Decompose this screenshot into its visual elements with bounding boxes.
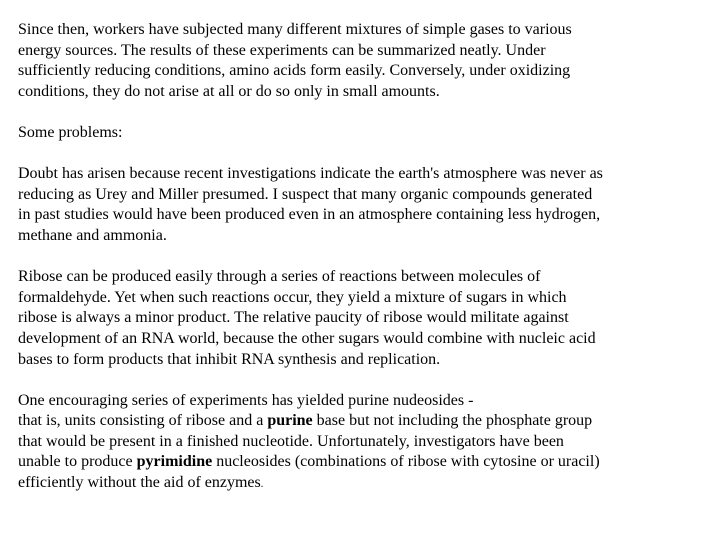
text-line: conditions, they do not arise at all or do so only in small amounts. bbox=[18, 82, 440, 100]
paragraph-intro bbox=[18, 20, 708, 102]
text-run: nucleosides (combinations of ribose with cytosine or uracil) bbox=[212, 453, 600, 471]
paragraph-doubt bbox=[18, 164, 708, 246]
section-heading bbox=[18, 123, 708, 144]
heading-text: Some problems: bbox=[18, 123, 123, 141]
text-line: development of an RNA world, because the other sugars would combine with nucleic acid bbox=[18, 329, 596, 347]
text-run: base but not including the phosphate group bbox=[312, 412, 593, 430]
text-line: sufficiently reducing conditions, amino acids form easily. Conversely, under oxidizing bbox=[18, 62, 571, 80]
text-run: unable to produce bbox=[18, 453, 137, 471]
text-line: bases to form products that inhibit RNA synthesis and replication. bbox=[18, 350, 441, 368]
paragraph-gap bbox=[18, 102, 708, 123]
text-line bbox=[18, 452, 708, 473]
text-run: efficiently without the aid of enzymes bbox=[18, 474, 261, 492]
text-line: in past studies would have been produced even in an atmosphere containing less hydrogen, bbox=[18, 206, 601, 224]
text-line: reducing as Urey and Miller presumed. I suspect that many organic compounds generated bbox=[18, 185, 593, 203]
text-line: Doubt has arisen because recent investigations indicate the earth's atmosphere was never as bbox=[18, 165, 603, 183]
text-line: energy sources. The results of these experiments can be summarized neatly. Under bbox=[18, 41, 546, 59]
text-line: formaldehyde. Yet when such reactions occur, they yield a mixture of sugars in which bbox=[18, 288, 567, 306]
paragraph-gap bbox=[18, 144, 708, 165]
text-line bbox=[18, 473, 708, 496]
paragraph-ribose bbox=[18, 267, 708, 370]
text-line: methane and ammonia. bbox=[18, 226, 167, 244]
text-line: Ribose can be produced easily through a series of reactions between molecules of bbox=[18, 268, 541, 286]
paragraph-gap bbox=[18, 247, 708, 268]
paragraph-nucleosides bbox=[18, 391, 708, 496]
bold-term-purine: purine bbox=[267, 412, 313, 430]
paragraph-gap bbox=[18, 370, 708, 391]
bold-term-pyrimidine: pyrimidine bbox=[136, 453, 213, 471]
text-line: Since then, workers have subjected many different mixtures of simple gases to various bbox=[18, 21, 572, 38]
text-line: One encouraging series of experiments has yielded purine nudeosides - bbox=[18, 391, 474, 409]
text-line: ribose is always a minor product. The relative paucity of ribose would militate against bbox=[18, 309, 569, 327]
document-page bbox=[18, 20, 708, 496]
text-line bbox=[18, 411, 708, 432]
text-line: that would be present in a finished nucleotide. Unfortunately, investigators have been bbox=[18, 432, 564, 450]
text-run: that is, units consisting of ribose and a bbox=[18, 412, 268, 430]
final-period: . bbox=[260, 479, 264, 491]
